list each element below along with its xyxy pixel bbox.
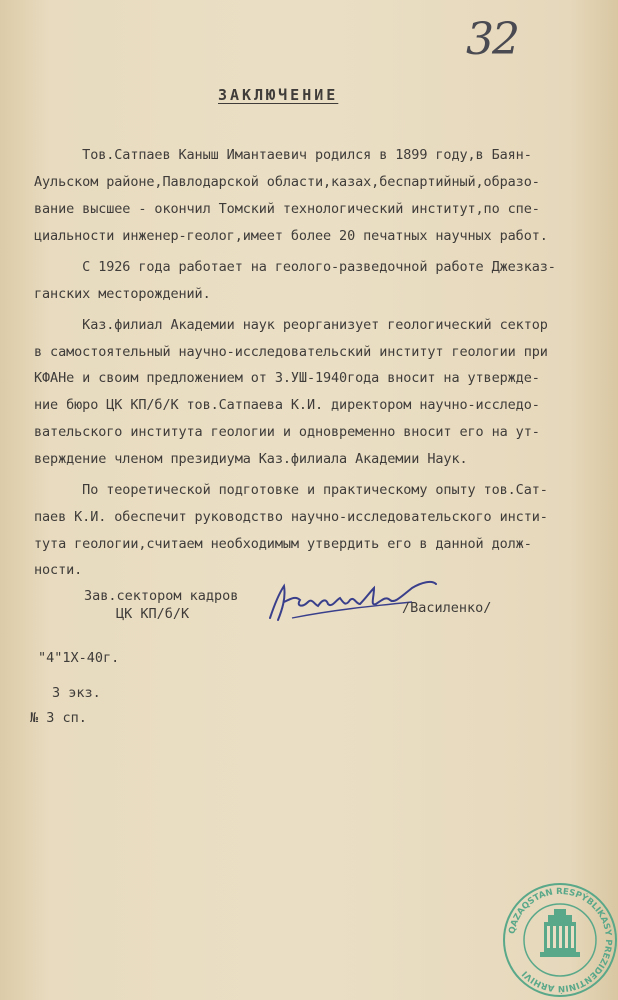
body-line: вание высшее - окончил Томский технологический институт,по спе- — [34, 201, 540, 217]
copies-note: 3 экз. — [52, 685, 101, 701]
stamp-text: QAZAQSTAN RESPÝBLIKASY PREZIDENTINIŃ ARHIVI — [507, 886, 614, 994]
body-line: вательского института геологии и одновременно вносит его на ут- — [34, 424, 540, 440]
document-title: ЗАКЛЮЧЕНИЕ — [218, 86, 339, 104]
body-line: паев К.И. обеспечит руководство научно-исследовательского инсти- — [34, 509, 548, 525]
document-date: "4"1Х-40г. — [38, 650, 120, 666]
signatory-position: Зав.сектором кадров — [84, 588, 239, 604]
body-line: циальности инженер-геолог,имеет более 20 печатных научных работ. — [34, 228, 548, 244]
body-line: ности. — [34, 562, 83, 578]
body-line: тута геологии,считаем необходимым утвердить его в данной долж- — [34, 536, 532, 552]
body-line: Тов.Сатпаев Каныш Имантаевич родился в 1899 году,в Баян- — [34, 147, 532, 163]
body-line: ние бюро ЦК КП/б/К тов.Сатпаева К.И. директором научно-исследо- — [34, 397, 540, 413]
body-line: в самостоятельный научно-исследовательский институт геологии при — [34, 344, 548, 360]
body-line: верждение членом президиума Каз.филиала Академии Наук. — [34, 451, 468, 467]
archive-page-number: 32 — [466, 14, 518, 65]
body-line: С 1926 года работает на геолого-разведочной работе Джезказ- — [34, 259, 556, 275]
body-line: ганских месторождений. — [34, 286, 211, 302]
reference-number: № 3 сп. — [30, 710, 87, 726]
body-line: По теоретической подготовке и практическому опыту тов.Сат- — [34, 482, 548, 498]
signatory-organization: ЦК КП/б/К — [116, 606, 190, 622]
archive-stamp — [502, 882, 618, 998]
signatory-typed-name: /Василенко/ — [402, 600, 492, 616]
body-line: Каз.филиал Академии наук реорганизует геологический сектор — [34, 317, 548, 333]
body-line: Аульском районе,Павлодарской области,казах,беспартийный,образо- — [34, 174, 540, 190]
body-line: КФАНе и своим предложением от 3.УШ-1940года вносит на утвержде- — [34, 370, 540, 386]
